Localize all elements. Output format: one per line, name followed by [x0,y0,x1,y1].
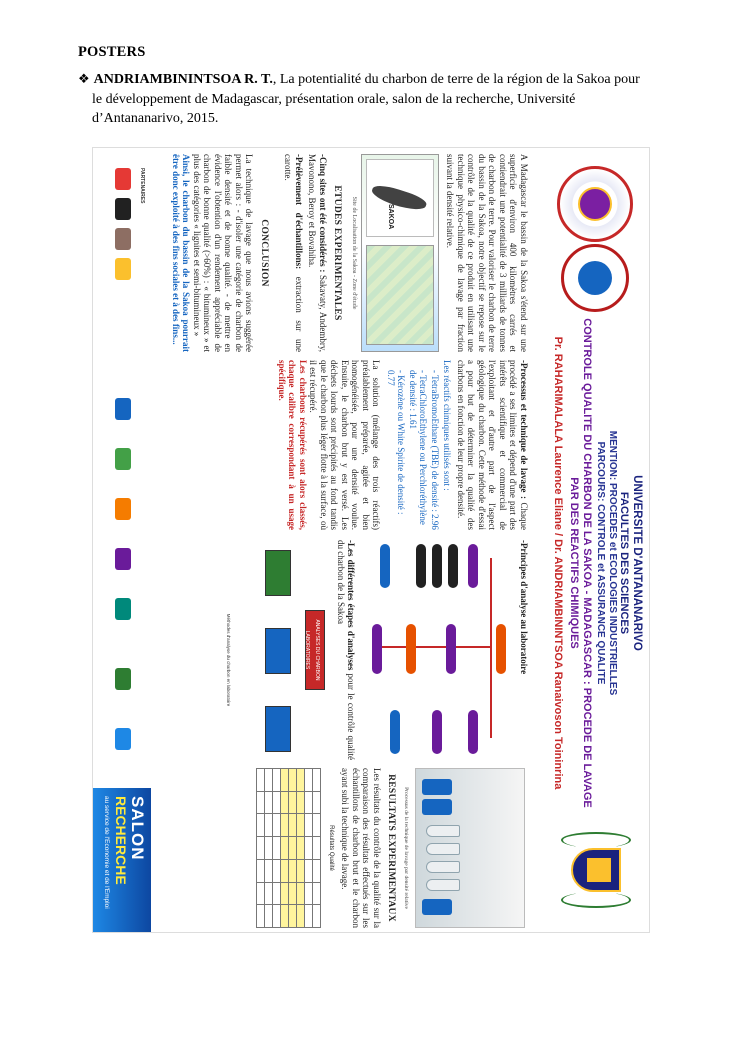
salon-banner [93,788,151,933]
flow-node [449,544,459,588]
sakoa-map [361,154,439,352]
sakoa-zoom-map [366,245,434,345]
poster-mention: MENTION: PROCEDES et ECOLOGIES INDUSTRIELLES [607,430,618,696]
etapes-caption: Méthodes d'analyse du charbon en laboratoire [226,613,232,707]
partner-logo-icon [115,598,131,620]
flow-node [417,544,427,588]
etudes-title: ETUDES EXPERIMENTALES [332,185,343,321]
resultats-title: RESULTATS EXPERIMENTAUX [386,774,397,922]
table-row [281,769,289,928]
poster-header [533,148,650,933]
poster-university: UNIVERSITE D'ANTANANARIVO [631,475,643,651]
map-label: SAKOA [387,204,394,230]
poster-body [99,154,529,928]
partner-logo-icon [115,548,131,570]
salon-footer [93,148,151,933]
prelev-text: extraction sur une carotte. [283,154,304,353]
results-table [257,768,322,928]
entry-line-2: le développement de Madagascar, présentation orale, salon de la recherche, Université [92,91,576,107]
etapes-text: pour le contrôle qualité du charbon de la Sakoa [336,540,357,760]
reactifs-title: Les réactifs chimiques utilisés sont : [442,360,453,491]
poster-parcours: PARCOURS: CONTROLE et ASSURANCE QUALITE [595,441,606,685]
resultats-text: Les résultats du contrôle de la qualité sur la comparaison des résultats effectués sur les échantillons de charbon brut et le charbon ayant subi la technique de lavage. [340,768,382,928]
poster-column-process [99,360,529,530]
reactif-item: - TetraChloroEthylene ou Perchloréthylène de densité : 1.61 [408,370,429,525]
table-row [257,769,265,928]
flow-node [433,710,443,754]
intro-text: A Madagascar le bassin de la Sakoa s'étend sur une superficie d'environ 400 kilomètres carrés et contiendrait une potentialité de 3 milliards de tonnes de charbon de terre. Pour valoriser le charbon de terre du bassin de la Sakoa, notre objectif se repose sur le contrôle de la qualité de ce produit en utilisant une technique physico-chimique de lavage par fraction suivant la densité relative. [445,154,529,352]
principes-title: -Principes d'analyse au laboratoire [519,540,529,675]
poster-title: CONTROLE QUALITE DU CHARBON DE LA SAKOA - MADAGASCAR : PROCEDE DE LAVAGE PAR DES REACTIFS CHIMIQUES [568,318,593,808]
flow-node [447,624,457,674]
partner-logo-icon [115,228,131,250]
table-row [265,769,273,928]
flow-node [381,544,391,588]
solution-text: La solution (mélange des trois réactifs) préalablement préparée, agitée et bien homogénéisée, pour une densité voulue. Ensuite, le charbon brut y est versé. Les déchets lourds sont précipités au fond tandis que le charbon plus léger flotte à la surface, où il est récupéré. [308,360,382,530]
poster-column-intro [99,154,529,352]
poster-column-analysis [99,540,529,760]
partners-label: PARTENAIRES [139,168,145,204]
poster-image [92,147,650,933]
table-row [273,769,281,928]
faculty-seal-icon [561,244,629,312]
analysis-step-box [266,706,292,752]
partner-logo-icon [115,258,131,280]
flow-node [407,624,417,674]
etapes-label: -Les différentes étapes d'analyses [346,540,357,671]
flow-node [391,710,401,754]
flow-node [497,624,507,674]
university-crest-icon [555,826,637,914]
partner-logo-icon [115,168,131,190]
partner-logo-icon [115,728,131,750]
madagascar-map-icon [366,159,434,237]
salon-tagline: au service de l'Economie et de l'Emploi [103,796,110,909]
analysis-flow-diagram [363,540,513,760]
section-heading: POSTERS [78,44,146,60]
poster-canvas [93,148,650,933]
flow-node [469,544,479,588]
entry-title: , La potentialité du charbon de terre de la région de la Sakoa pour [272,72,640,87]
table-row [297,769,305,928]
flow-node [469,710,479,754]
partner-logo-icon [115,198,131,220]
reactifs-list [386,370,441,530]
analysis-step-box [266,628,292,674]
prelev-label: -Prélèvement d'échantillons: [294,154,304,270]
publication-entry [78,70,682,129]
partner-logo-icon [115,498,131,520]
table-row [289,769,297,928]
process-text: Chaque procédé a ses limites et dépend d'une part des intérêts scientifique et commercial de l'exploitant et d'autre part de l'aspect géologique du charbon. Cette méthode d'essai a pour but de déterminer la qualité des charbons en fonction de leur propre densité. [456,360,529,530]
results-table-title: Résultats Qualité [328,825,334,871]
analysis-step-box [266,550,292,596]
lab-photo [415,768,525,928]
partner-logo-icon [115,398,131,420]
diamond-bullet-icon: ❖ [78,72,90,87]
poster-faculty: FACULTES DES SCIENCES [618,491,630,635]
table-row [313,769,321,928]
salon-subtitle: RECHERCHE [113,796,129,885]
entry-author: ANDRIAMBININTSOA R. T. [93,72,273,87]
photo-caption: Processus de la technique de lavage par densité relative [403,787,409,909]
conclusion-text: La technique de lavage que nous avions suggérée permet alors : - d'isoler une catégorie de charbon de faible densité et de bonne qualité. - de mettre en évidence l'obtention d'un rendement appréciable de charbon de bonne qualité (>60%) : « bitumineux » et plus des catégories « lignites et semi-bitumineux » [192,154,255,352]
flow-node [373,624,383,674]
reactif-item: - Kérozène ou White Spirite de densité : 0.77 [386,370,407,515]
partner-logo-icon [115,448,131,470]
flow-node [433,544,443,588]
sites-text: Sakavaty, Andembry, Mavonono, Beroy et Bovahiha. [307,154,328,352]
conclusion-highlight: Ainsi, le charbon du bassin de la Sakoa pourrait être donc exploité à des fins sociales et à des fins... [171,154,192,352]
university-seal-icon [557,166,633,242]
process-label: -Processus et technique de lavage : [519,360,529,499]
salon-title: SALON [128,796,147,861]
partner-logo-icon [115,668,131,690]
reactif-item: - TetraBromoEthane (TBE) de densité : 2.96 [430,370,440,530]
sites-label: -Cinq sites ont été considérés : [318,154,328,273]
analysis-steps-diagram [220,540,330,760]
map-caption: Site de Localisation de la Sakoa - Zone d'étude [351,196,357,310]
solution-highlight: Les charbons récupérés sont alors classés, chaque calibre correspondant à un usage spécifique. [277,360,308,530]
poster-authors: Pr. RAHARIMALALA Laurence Eliane / Dr. ANDRIAMBININTSOA Ranaivoson Toininrina [552,336,564,790]
poster-titles [551,318,643,808]
conclusion-title: CONCLUSION [259,219,269,287]
analyses-box: ANALYSES DU CHARBON LABORATOIRES [306,610,326,690]
entry-line-3: d’Antananarivo, 2015. [92,111,219,126]
poster-column-results [99,768,529,928]
table-row [305,769,313,928]
